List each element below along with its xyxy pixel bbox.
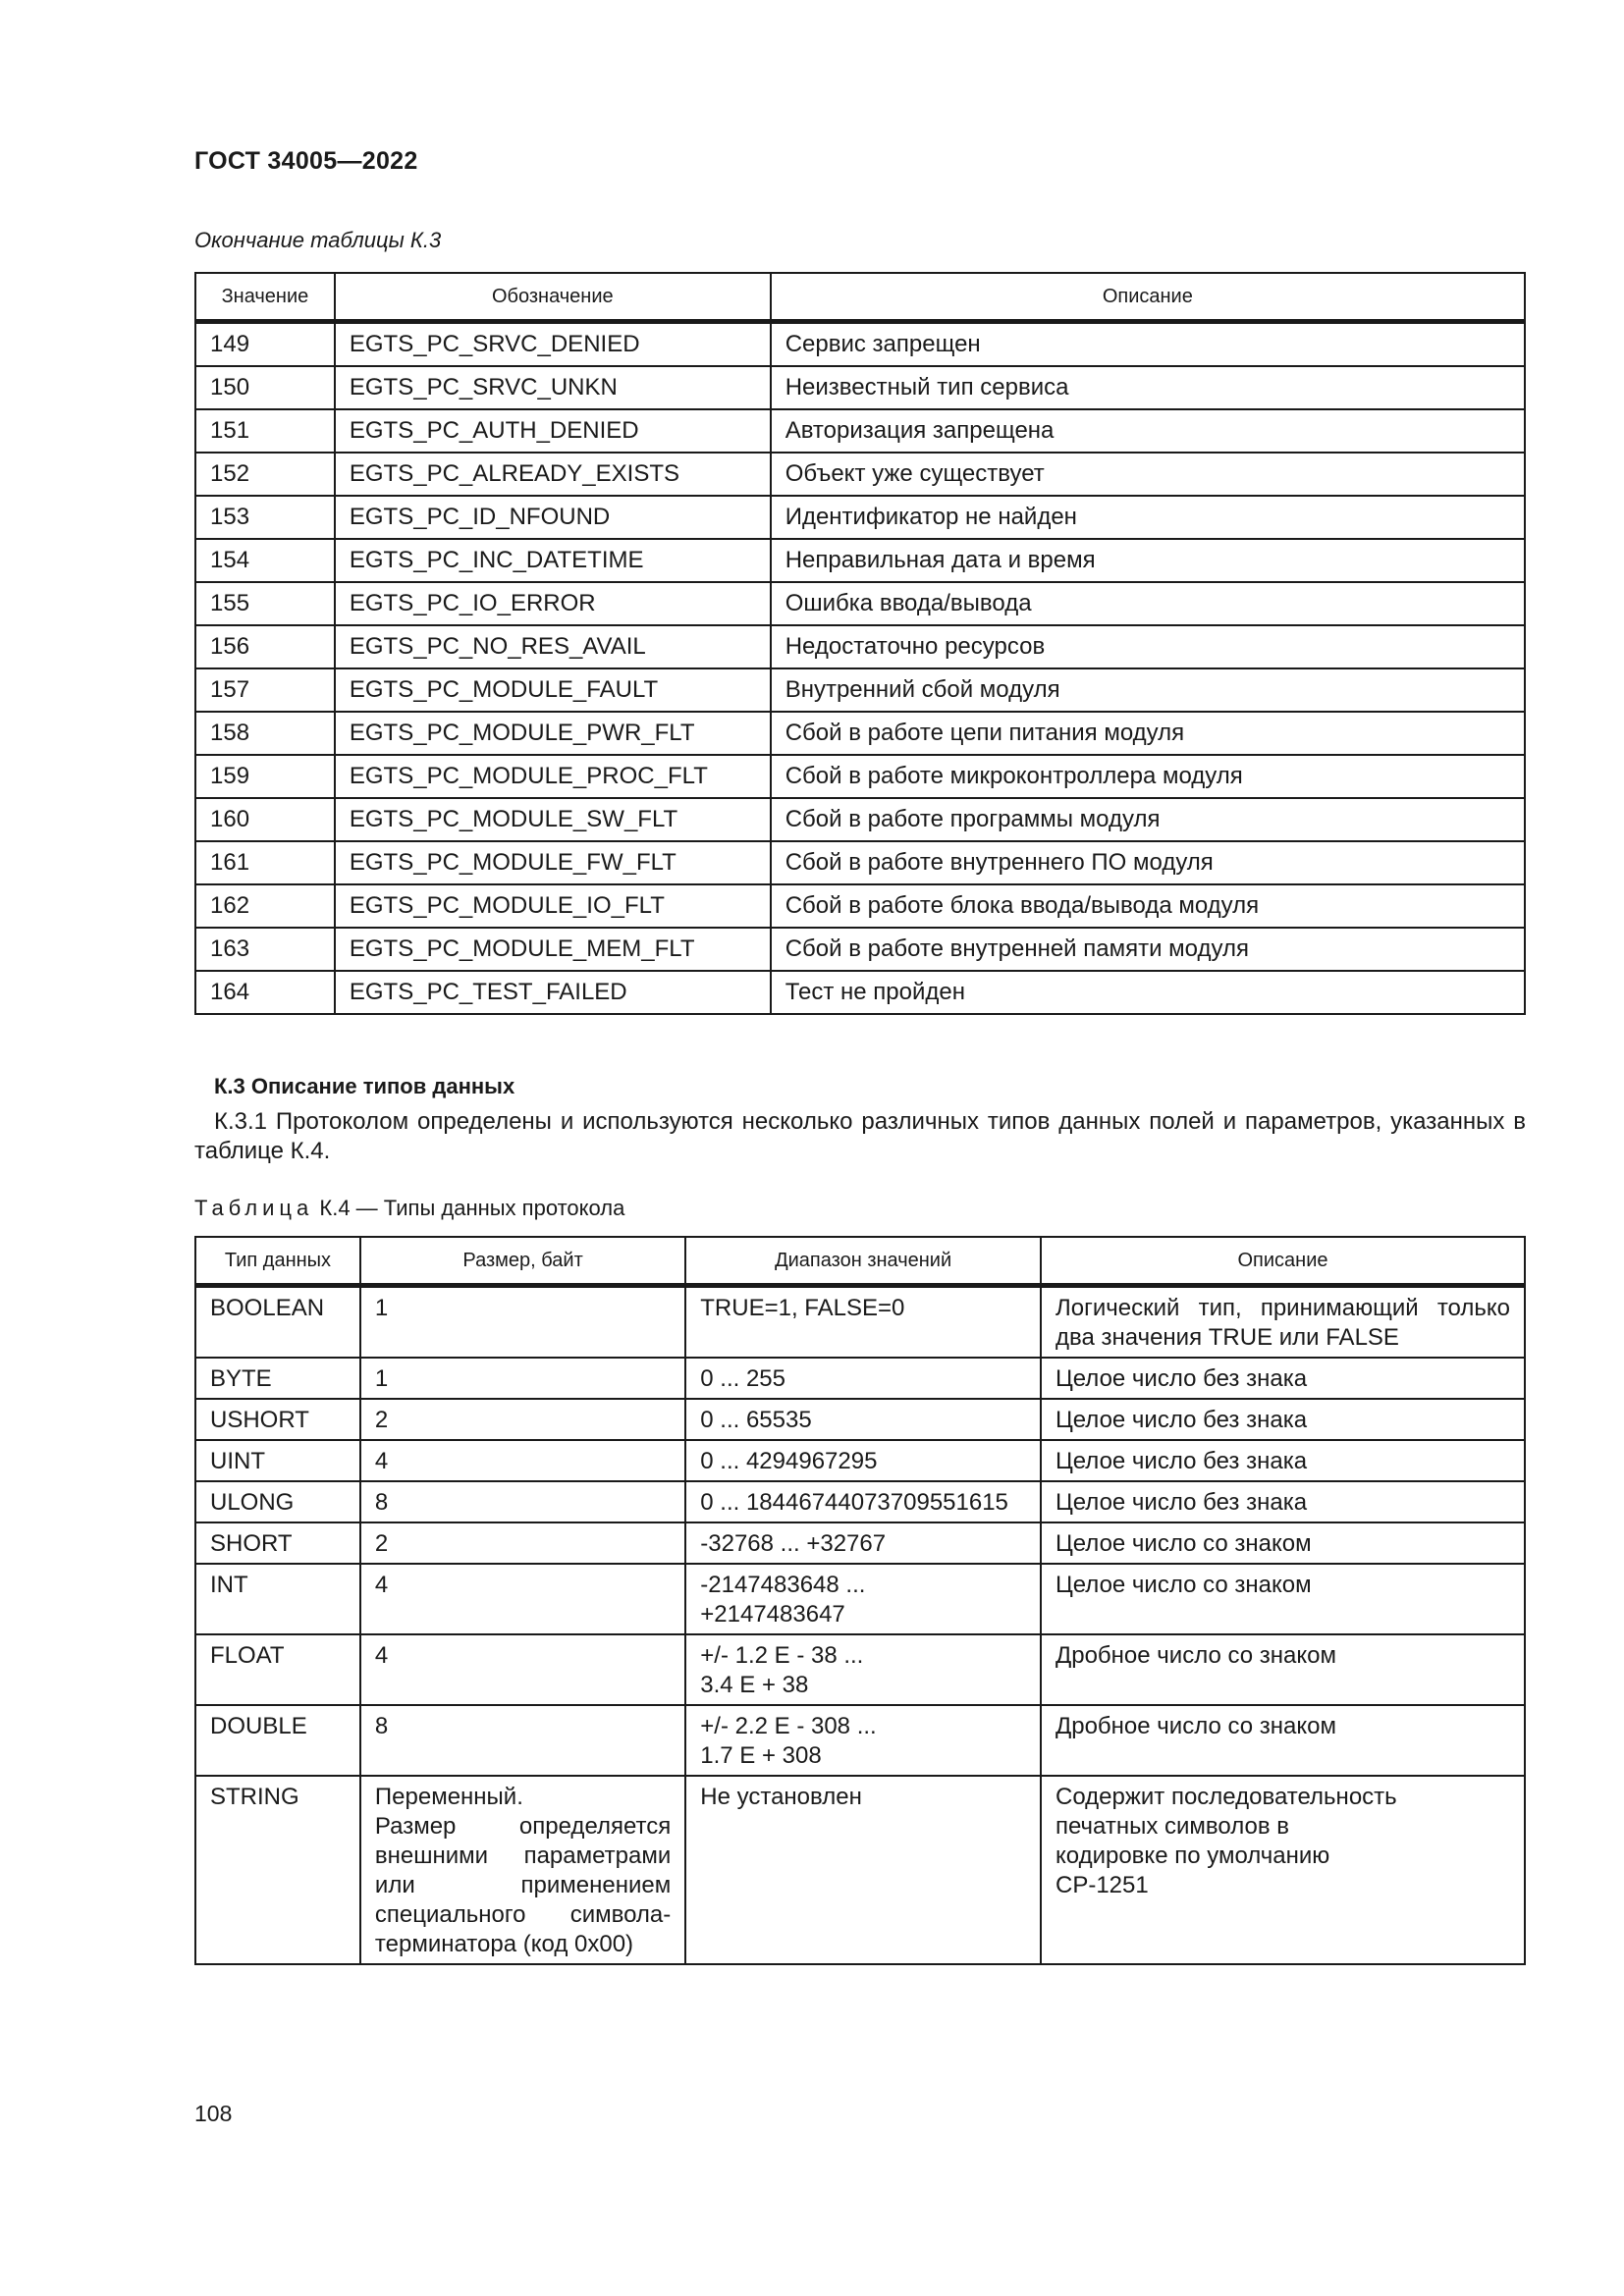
cell-designation: EGTS_PC_IO_ERROR [335,582,771,625]
cell-description: Сервис запрещен [771,322,1525,367]
cell-designation: EGTS_PC_NO_RES_AVAIL [335,625,771,668]
cell-size [360,1776,685,1964]
table-k4 [194,1236,1526,1965]
cell-size [360,1705,685,1776]
cell-description: Объект уже существует [771,453,1525,496]
cell-description: Идентификатор не найден [771,496,1525,539]
cell-description-line: кодировке по умолчанию [1055,1842,1330,1869]
table-row [195,1634,1525,1705]
cell-range-line: 1.7 E + 308 [700,1742,822,1769]
cell-description: Сбой в работе внутреннего ПО модуля [771,841,1525,884]
table-row [195,322,1525,367]
cell-designation: EGTS_PC_INC_DATETIME [335,539,771,582]
cell-description-line: Содержит последовательность [1055,1784,1397,1810]
table-row [195,539,1525,582]
cell-range [685,1358,1041,1399]
cell-range-line: 0 ... 4294967295 [700,1448,878,1474]
cell-description-line: Целое число без знака [1055,1489,1308,1516]
cell-value: 156 [195,625,335,668]
cell-range [685,1440,1041,1481]
cell-size-line: 4 [374,1572,389,1598]
cell-size [360,1522,685,1564]
column-header-description: Описание [1041,1237,1525,1286]
table-row [195,1286,1525,1359]
cell-value: 149 [195,322,335,367]
cell-size-line: 2 [374,1407,389,1433]
cell-value: 153 [195,496,335,539]
cell-size-line: 1 [374,1365,389,1392]
cell-description: Неизвестный тип сервиса [771,366,1525,409]
page-number: 108 [194,2101,233,2126]
cell-value: 160 [195,798,335,841]
table-header-row [195,1237,1525,1286]
table-k4-caption [194,1196,624,1221]
cell-type: USHORT [195,1399,360,1440]
cell-designation: EGTS_PC_SRVC_UNKN [335,366,771,409]
cell-type: BOOLEAN [195,1286,360,1359]
table-header-row [195,273,1525,322]
table-row [195,668,1525,712]
cell-type: INT [195,1564,360,1634]
cell-type: UINT [195,1440,360,1481]
cell-description-line: печатных символов в [1055,1813,1290,1840]
table-row [195,625,1525,668]
column-header-range: Диапазон значений [685,1237,1041,1286]
document-header: ГОСТ 34005—2022 [194,147,418,175]
table-row [195,1358,1525,1399]
table-row [195,1776,1525,1964]
cell-designation: EGTS_PC_AUTH_DENIED [335,409,771,453]
cell-description-line: Целое число без знака [1055,1365,1308,1392]
cell-description-line: Целое число со знаком [1055,1530,1312,1557]
cell-value: 163 [195,928,335,971]
cell-range [685,1634,1041,1705]
cell-size-line: 2 [374,1530,389,1557]
table-k3 [194,272,1526,1015]
cell-designation: EGTS_PC_MODULE_FW_FLT [335,841,771,884]
cell-range [685,1564,1041,1634]
table-row [195,841,1525,884]
table-row [195,928,1525,971]
cell-designation: EGTS_PC_MODULE_SW_FLT [335,798,771,841]
cell-value: 157 [195,668,335,712]
cell-size-line: 8 [374,1489,389,1516]
table-row [195,1440,1525,1481]
table-row [195,971,1525,1014]
cell-designation: EGTS_PC_MODULE_PWR_FLT [335,712,771,755]
table-row [195,496,1525,539]
cell-size-line: 4 [374,1642,389,1669]
cell-description [1041,1440,1525,1481]
cell-range-line: -32768 ... +32767 [700,1530,887,1557]
cell-description [1041,1481,1525,1522]
table-row [195,1522,1525,1564]
table-row [195,366,1525,409]
cell-value: 152 [195,453,335,496]
cell-designation: EGTS_PC_MODULE_PROC_FLT [335,755,771,798]
cell-type: ULONG [195,1481,360,1522]
cell-value: 151 [195,409,335,453]
cell-description-line: Дробное число со знаком [1055,1642,1337,1669]
table-row [195,409,1525,453]
cell-description-line: Целое число без знака [1055,1407,1308,1433]
cell-description: Тест не пройден [771,971,1525,1014]
cell-description: Сбой в работе цепи питания модуля [771,712,1525,755]
table-row [195,1481,1525,1522]
cell-designation: EGTS_PC_MODULE_IO_FLT [335,884,771,928]
cell-designation: EGTS_PC_MODULE_MEM_FLT [335,928,771,971]
column-header-value: Значение [195,273,335,322]
cell-description [1041,1399,1525,1440]
section-title: К.3 Описание типов данных [214,1074,515,1098]
cell-range-line: TRUE=1, FALSE=0 [700,1295,905,1321]
cell-description: Неправильная дата и время [771,539,1525,582]
cell-size [360,1358,685,1399]
cell-range-line: +2147483647 [700,1601,845,1628]
cell-description [1041,1634,1525,1705]
column-header-designation: Обозначение [335,273,771,322]
cell-size-line: Переменный. [374,1784,523,1810]
cell-description: Ошибка ввода/вывода [771,582,1525,625]
cell-range [685,1286,1041,1359]
cell-value: 155 [195,582,335,625]
cell-designation: EGTS_PC_ID_NFOUND [335,496,771,539]
table-row [195,884,1525,928]
cell-size-line: 1 [374,1295,389,1321]
cell-designation: EGTS_PC_TEST_FAILED [335,971,771,1014]
cell-value: 154 [195,539,335,582]
cell-size [360,1634,685,1705]
cell-value: 158 [195,712,335,755]
cell-value: 162 [195,884,335,928]
cell-range [685,1705,1041,1776]
cell-range-line: -2147483648 ... [700,1572,866,1598]
cell-range-line: 0 ... 18446744073709551615 [700,1489,1008,1516]
column-header-description: Описание [771,273,1525,322]
cell-description-line: Целое число без знака [1055,1448,1308,1474]
cell-size [360,1286,685,1359]
column-header-type: Тип данных [195,1237,360,1286]
cell-size [360,1481,685,1522]
cell-range-line: Не установлен [700,1784,862,1810]
cell-value: 159 [195,755,335,798]
table-row [195,1399,1525,1440]
cell-designation: EGTS_PC_SRVC_DENIED [335,322,771,367]
cell-description: Авторизация запрещена [771,409,1525,453]
cell-range-line: +/- 1.2 E - 38 ... [700,1642,864,1669]
table-k4-caption-title: К.4 — Типы данных протокола [319,1196,625,1220]
cell-range [685,1399,1041,1440]
cell-range [685,1481,1041,1522]
table-row [195,798,1525,841]
cell-range-line: +/- 2.2 E - 308 ... [700,1713,877,1739]
cell-description [1041,1358,1525,1399]
cell-description-line: Целое число со знаком [1055,1572,1312,1598]
cell-description: Сбой в работе внутренней памяти модуля [771,928,1525,971]
cell-size [360,1564,685,1634]
table-row [195,582,1525,625]
table-row [195,453,1525,496]
cell-description [1041,1522,1525,1564]
section-paragraph: К.3.1 Протоколом определены и используются несколько различных типов данных полей и параметров, указанных в таблице К.4. [194,1108,1526,1164]
cell-value: 164 [195,971,335,1014]
cell-description-line: Дробное число со знаком [1055,1713,1337,1739]
cell-description [1041,1776,1525,1964]
cell-range-line: 0 ... 65535 [700,1407,812,1433]
table-k4-caption-word: Таблица [194,1196,314,1220]
table-k3-caption: Окончание таблицы К.3 [194,228,442,252]
cell-size-line: Размер определяется внешними параметрами или применением специального символа-терминатора (код 0x00) [374,1813,672,1957]
cell-description: Сбой в работе микроконтроллера модуля [771,755,1525,798]
cell-size-line: 8 [374,1713,389,1739]
cell-description-line: Логический тип, принимающий только два значения TRUE или FALSE [1055,1295,1510,1351]
cell-size [360,1440,685,1481]
cell-type: BYTE [195,1358,360,1399]
cell-range [685,1522,1041,1564]
cell-description [1041,1564,1525,1634]
table-row [195,712,1525,755]
cell-description: Сбой в работе программы модуля [771,798,1525,841]
cell-size [360,1399,685,1440]
cell-type: STRING [195,1776,360,1964]
cell-value: 150 [195,366,335,409]
cell-range [685,1776,1041,1964]
cell-type: DOUBLE [195,1705,360,1776]
column-header-size: Размер, байт [360,1237,685,1286]
cell-description: Сбой в работе блока ввода/вывода модуля [771,884,1525,928]
cell-description: Внутренний сбой модуля [771,668,1525,712]
cell-value: 161 [195,841,335,884]
cell-description [1041,1705,1525,1776]
cell-size-line: 4 [374,1448,389,1474]
cell-range-line: 0 ... 255 [700,1365,785,1392]
table-row [195,1564,1525,1634]
table-row [195,1705,1525,1776]
cell-description: Недостаточно ресурсов [771,625,1525,668]
table-row [195,755,1525,798]
cell-range-line: 3.4 E + 38 [700,1672,809,1698]
cell-description-line: CP-1251 [1055,1872,1149,1898]
cell-type: SHORT [195,1522,360,1564]
cell-description [1041,1286,1525,1359]
cell-designation: EGTS_PC_ALREADY_EXISTS [335,453,771,496]
cell-designation: EGTS_PC_MODULE_FAULT [335,668,771,712]
cell-type: FLOAT [195,1634,360,1705]
